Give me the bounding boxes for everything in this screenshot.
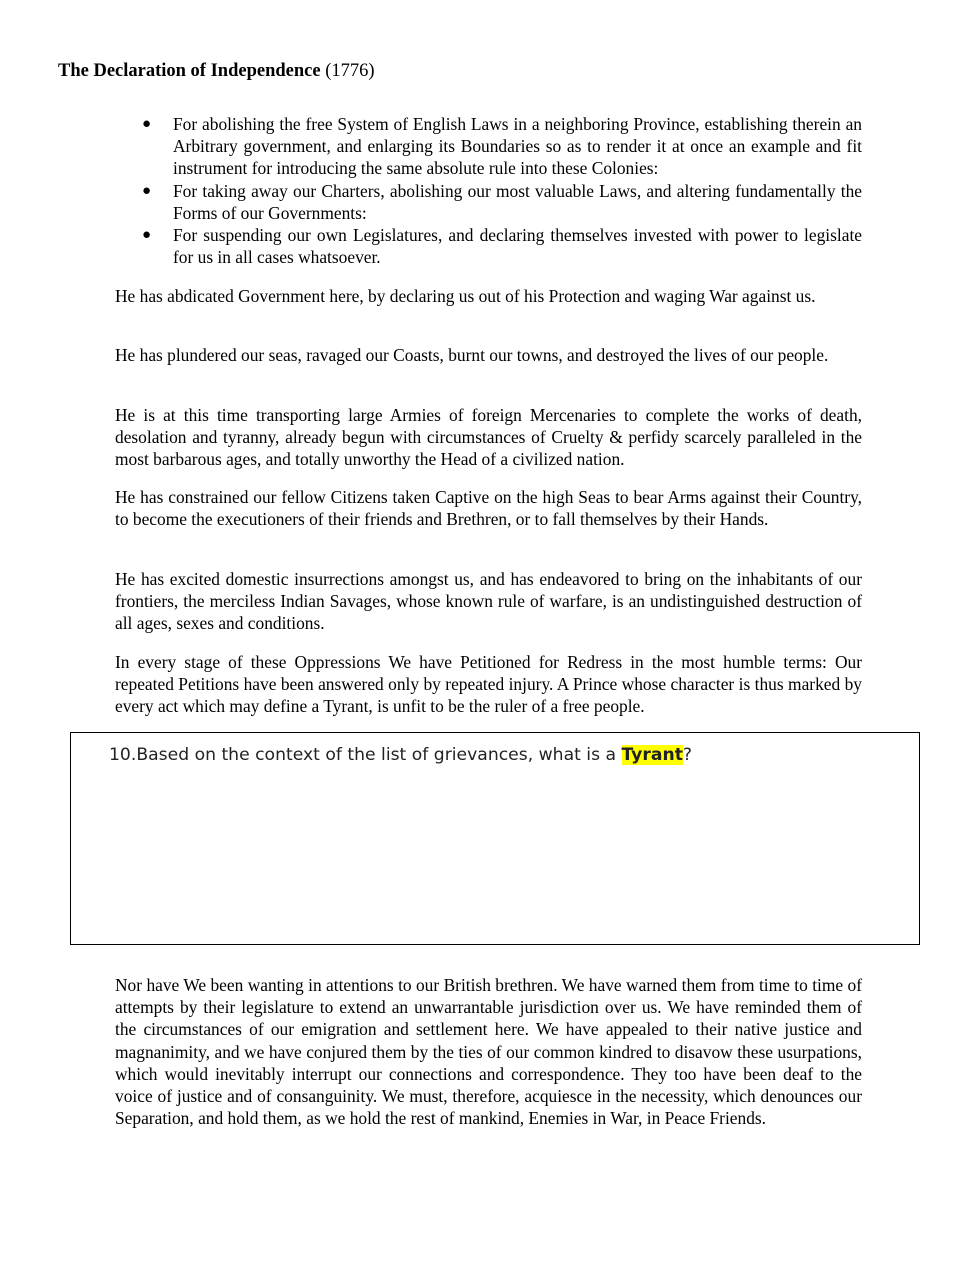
question-mark: ? [682,745,693,765]
paragraph-mercenaries: He is at this time transporting large Armies of foreign Mercenaries to complete the works of death, desolation and tyranny, already begun with circumstances of Cruelty & perfidy scarcely paralleled in the most barbarous ages, and totally unworthy the Head of a civilized nation. [115,405,862,470]
paragraph-british-brethren: Nor have We been wanting in attentions to our British brethren. We have warned them from time to time of attempts by their legislature to extend an unwarrantable jurisdiction over us. We have reminded them of the circumstances of our emigration and settlement here. We have appealed to their native justice and magnanimity, and we have conjured them by the ties of our common kindred to disavow these usurpations, which would inevitably interrupt our connections and correspondence. They too have been deaf to the voice of justice and of consanguinity. We must, therefore, acquiesce in the necessity, which denounces our Separation, and hold them, as we hold the rest of mankind, Enemies in War, in Peace Friends. [115,975,862,1129]
paragraph-abdicated: He has abdicated Government here, by declaring us out of his Protection and waging War against us. [115,286,816,306]
grievance-text: For abolishing the free System of English Laws in a neighboring Province, establishing therein an Arbitrary government, and enlarging its Boundaries so as to render it at once an example and fit instrument for introducing the same absolute rule into these Colonies: [173,114,862,179]
grievance-text: For suspending our own Legislatures, and declaring themselves invested with power to legislate for us in all cases whatsoever. [173,225,862,268]
bullet-icon: ● [142,182,152,199]
bullet-icon: ● [142,227,152,244]
bullet-icon: ● [142,116,152,132]
grievance-list-item [140,113,862,180]
document-title [58,60,375,82]
answer-box[interactable] [70,732,920,945]
paragraph-petitions: In every stage of these Oppressions We have Petitioned for Redress in the most humble terms: Our repeated Petitions have been answered only by repeated injury. A Prince whose character is thus marked by every act which may define a Tyrant, is unfit to be the ruler of a free people. [115,652,862,717]
question-prompt [109,744,692,766]
paragraph-captives: He has constrained our fellow Citizens taken Captive on the high Seas to bear Arms against their Country, to become the executioners of their friends and Brethren, or to fall themselves by their Hands. [115,487,862,530]
grievance-list-item [140,180,862,224]
document-title-main: The Declaration of Independence [58,61,321,81]
highlighted-term: Tyrant [621,745,683,765]
question-number: 10. [109,745,137,765]
grievance-text: For taking away our Charters, abolishing our most valuable Laws, and altering fundamentally the Forms of our Governments: [173,180,862,223]
document-title-year: (1776) [320,61,375,81]
grievance-list [140,113,862,268]
paragraph-insurrections: He has excited domestic insurrections amongst us, and has endeavored to bring on the inhabitants of our frontiers, the merciless Indian Savages, whose known rule of warfare, is an undistinguished destruction of all ages, sexes and conditions. [115,569,862,634]
paragraph-plundered: He has plundered our seas, ravaged our Coasts, burnt our towns, and destroyed the lives of our people. [115,345,829,365]
question-text: Based on the context of the list of grievances, what is a [136,745,622,765]
grievance-list-item [140,224,862,268]
